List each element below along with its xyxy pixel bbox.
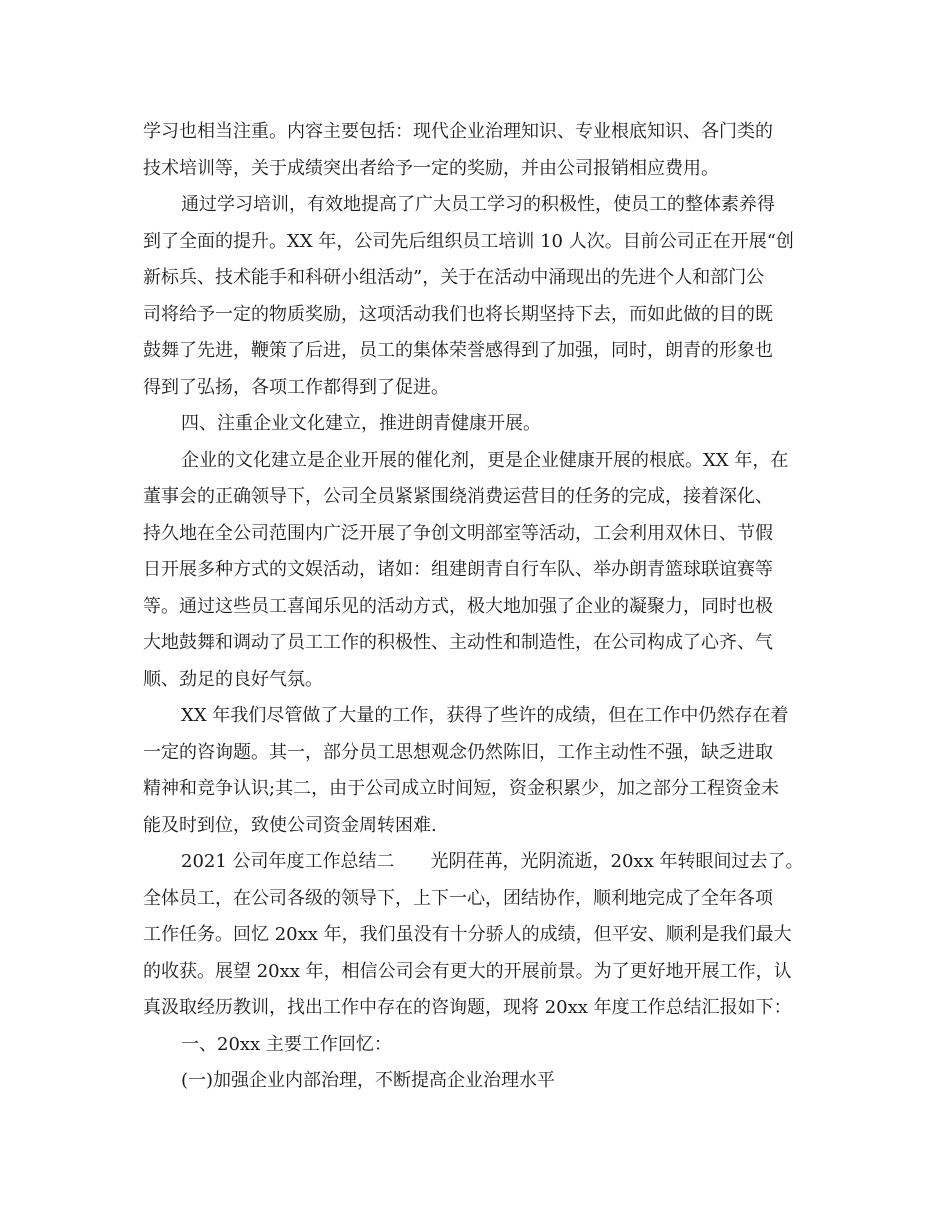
text-line: 四、注重企业文化建立，推进朗青健康开展。 [181, 413, 541, 434]
text-line: 得到了弘扬，各项工作都得到了促进。 [143, 376, 449, 398]
text-line: 全体员工，在公司各级的领导下，上下一心，团结协作，顺利地完成了全年各项 [143, 887, 773, 909]
text-line: 到了全面的提升。XX 年，公司先后组织员工培训 10 人次。目前公司正在开展“创 [143, 230, 794, 252]
paragraph [143, 443, 808, 699]
text-line: 董事会的正确领导下，公司全员紧紧围绕消费运营目的任务的完成，接着深化、 [143, 486, 773, 507]
text-line: 新标兵、技术能手和科研小组活动”，关于在活动中涌现出的先进个人和部门公 [143, 267, 765, 288]
text-line: 等。通过这些员工喜闻乐见的活动方式，极大地加强了企业的凝聚力，同时也极 [143, 595, 773, 617]
text-line: 司将给予一定的物质奖励，这项活动我们也将长期坚持下去，而如此做的目的既 [143, 303, 773, 325]
paragraph [143, 1063, 808, 1100]
text-line: 真汲取经历教训，找出工作中存在的咨询题，现将 20xx 年度工作总结汇报如下： [143, 997, 792, 1018]
text-line: 企业的文化建立是企业开展的催化剂，更是企业健康开展的根底。XX 年，在 [181, 449, 789, 471]
text-line: 工作任务。回忆 20xx 年，我们虽没有十分骄人的成绩，但平安、顺利是我们最大 [143, 924, 792, 945]
text-line: 能及时到位，致使公司资金周转困难. [143, 814, 437, 836]
document-body [143, 114, 808, 1100]
text-line: 2021 公司年度工作总结二 光阴荏苒，光阴流逝，20xx 年转眼间过去了。 [181, 851, 804, 872]
text-line: (一)加强企业内部治理，不断提高企业治理水平 [181, 1070, 556, 1091]
text-line: 通过学习培训，有效地提高了广大员工学习的积极性，使员工的整体素养得 [181, 194, 775, 215]
paragraph [143, 844, 808, 1027]
text-line: 的收获。展望 20xx 年，相信公司会有更大的开展前景。为了更好地开展工作，认 [143, 960, 792, 982]
text-line: 顺、劲足的良好气氛。 [143, 668, 323, 690]
paragraph [143, 114, 808, 187]
text-line: 学习也相当注重。内容主要包括：现代企业治理知识、专业根底知识、各门类的 [143, 121, 773, 142]
paragraph [143, 1027, 808, 1064]
text-line: 一、20xx 主要工作回忆： [181, 1033, 392, 1055]
text-line: 大地鼓舞和调动了员工工作的积极性、主动性和制造性，在公司构成了心齐、气 [143, 632, 773, 653]
text-line: 技术培训等，关于成绩突出者给予一定的奖励，并由公司报销相应费用。 [143, 157, 719, 179]
paragraph [143, 187, 808, 406]
paragraph [143, 406, 808, 443]
text-line: 鼓舞了先进，鞭策了后进，员工的集体荣誉感得到了加强，同时，朗青的形象也 [143, 340, 773, 361]
text-line: XX 年我们尽管做了大量的工作，获得了些许的成绩，但在工作中仍然存在着 [181, 705, 789, 726]
text-line: 持久地在全公司范围内广泛开展了争创文明部室等活动，工会利用双休日、节假 [143, 522, 773, 544]
paragraph [143, 698, 808, 844]
text-line: 一定的咨询题。其一，部分员工思想观念仍然陈旧，工作主动性不强，缺乏进取 [143, 741, 773, 763]
text-line: 精神和竞争认识;其二，由于公司成立时间短，资金积累少，加之部分工程资金未 [143, 778, 780, 799]
text-line: 日开展多种方式的文娱活动，诸如：组建朗青自行车队、举办朗青篮球联谊赛等 [143, 559, 773, 580]
